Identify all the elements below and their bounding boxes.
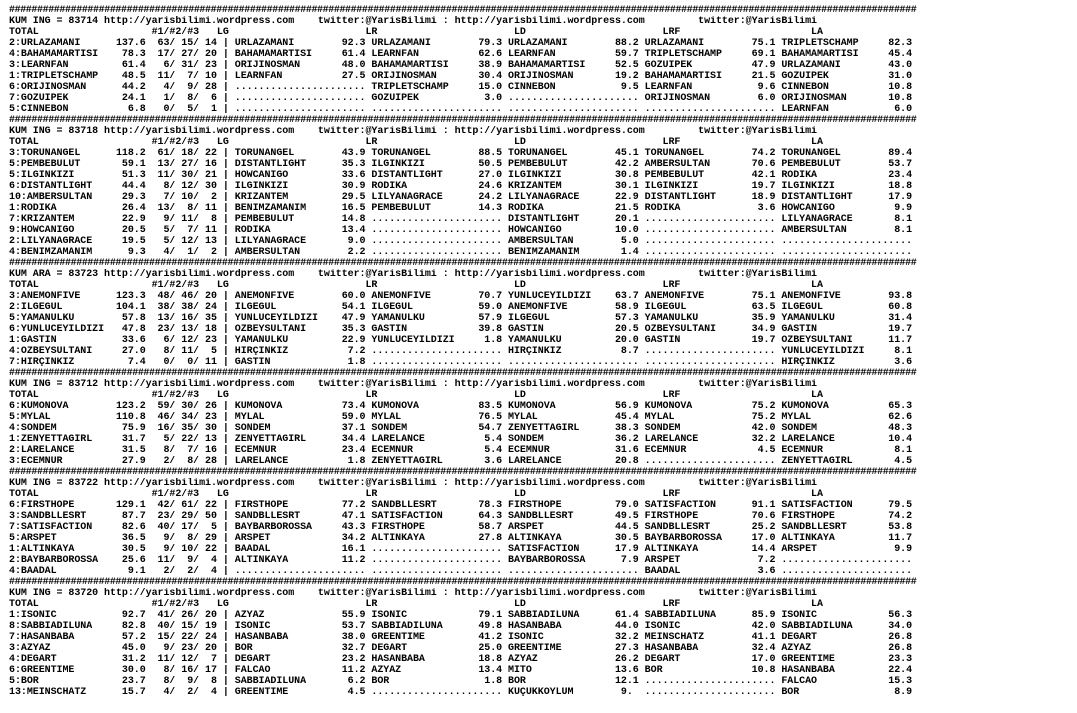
table-row: 13:MEINSCHATZ 15.7 4/ 2/ 4 | GREENTIME 4.5 ...................... KÜÇÜKKÖYLÜM 9. ...................... BOR 8.9 (9, 687, 913, 698)
table-row: 7:HASANBABA 57.2 15/ 22/ 24 | HASANBABA 38.0 GREENTIME 41.2 ISONIC 32.2 MEINSCHATZ 41.1 DEGART 26.8 (9, 632, 913, 643)
table-row: 3:TORUNANGEL 118.2 61/ 18/ 22 | TORUNANGEL 43.9 TORUNANGEL 88.5 TORUNANGEL 45.1 TORUNANGEL 74.2 TORUNANGEL 89.4 (9, 148, 913, 159)
table-row: 2:LARELANCE 31.5 8/ 7/ 16 | ECEMNUR 23.4 ECEMNUR 5.4 ECEMNUR 31.6 ECEMNUR 4.5 ECEMNUR 8.1 (9, 445, 913, 456)
table-row: 4:BAADAL 9.1 2/ 2/ 4 | ...................... ...................... ...................... BAADAL 3.6 ...................... (9, 566, 913, 577)
table-row: 2:URLAZAMANI 137.6 63/ 15/ 14 | URLAZAMANI 92.3 URLAZAMANI 79.3 URLAZAMANI 88.2 URLAZAMANI 75.1 TRIPLETSCHAMP 82.3 (9, 38, 913, 49)
race-header: KUM ING = 83714 http://yarisbilimi.wordpress.com twitter:@YarisBilimi : http://yarisbilimi.wordpress.com twitter:@YarisBilimi (9, 16, 817, 27)
table-row: 1:ALTINKAYA 30.5 9/ 10/ 22 | BAADAL 16.1 ...................... SATISFACTION 17.9 ALTINKAYA 14.4 ARSPET 9.9 (9, 544, 913, 555)
table-row: 3:ECEMNUR 27.9 2/ 8/ 28 | LARELANCE 1.8 ZENYETTAGIRL 3.6 LARELANCE 20.8 ...................... ZENYETTAGIRL 4.5 (9, 456, 913, 467)
table-row: 7:SATISFACTION 82.6 40/ 17/ 5 | BAYBARBOROSSA 43.3 FIRSTHOPE 58.7 ARSPET 44.5 SANDBLLESRT 25.2 SANDBLLESRT 53.8 (9, 522, 913, 533)
table-row: 3:SANDBLLESRT 87.7 23/ 29/ 50 | SANDBLLESRT 47.1 SATISFACTION 64.3 SANDBLLESRT 49.5 FIRSTHOPE 70.6 FIRSTHOPE 74.2 (9, 511, 913, 522)
table-row: 6:ORIJINOSMAN 44.2 4/ 9/ 28 | ...................... TRIPLETSCHAMP 15.0 CINNEBON 9.5 LEARNFAN 9.6 CINNEBON 10.8 (9, 82, 913, 93)
table-row: 3:LEARNFAN 61.4 6/ 31/ 23 | ORIJINOSMAN 48.0 BAHAMAMARTISI 38.9 BAHAMAMARTISI 52.5 GÖZÜIPEK 47.9 URLAZAMANI 43.0 (9, 60, 913, 71)
table-row: 1:GASTIN 33.6 6/ 12/ 23 | YAMANÜLKÜ 22.9 YÜNLÜCEYILDIZI 1.8 YAMANÜLKÜ 20.0 GASTIN 19.7 ÖZBEYSULTANI 11.7 (9, 335, 913, 346)
separator-line: ################################################################################################################################################################## (9, 5, 917, 16)
column-header: TOTAL #1/#2/#3 LG LR LD LRF LA (9, 280, 823, 291)
table-row: 1:RODIKA 26.4 13/ 8/ 11 | BENIMZAMANIM 16.5 PEMBEBULUT 14.3 RODIKA 21.5 RODIKA 3.6 HOWCANIGO 9.9 (9, 203, 913, 214)
table-row: 5:ARSPET 36.5 9/ 8/ 29 | ARSPET 34.2 ALTINKAYA 27.8 ALTINKAYA 30.5 BAYBARBOROSSA 17.0 ALTINKAYA 11.7 (9, 533, 913, 544)
race-header: KUM ING = 83712 http://yarisbilimi.wordpress.com twitter:@YarisBilimi : http://yarisbilimi.wordpress.com twitter:@YarisBilimi (9, 379, 817, 390)
table-row: 1:ZENYETTAGIRL 31.7 5/ 22/ 13 | ZENYETTAGIRL 34.4 LARELANCE 5.4 SONDEM 36.2 LARELANCE 32.2 LARELANCE 10.4 (9, 434, 913, 445)
table-row: 5:MYLAL 110.8 46/ 34/ 23 | MYLAL 59.0 MYLAL 76.5 MYLAL 45.4 MYLAL 75.2 MYLAL 62.6 (9, 412, 913, 423)
table-row: 4:SONDEM 75.9 16/ 35/ 30 | SONDEM 37.1 SONDEM 54.7 ZENYETTAGIRL 38.3 SONDEM 42.0 SONDEM 48.3 (9, 423, 913, 434)
race-header: KUM ING = 83722 http://yarisbilimi.wordpress.com twitter:@YarisBilimi : http://yarisbilimi.wordpress.com twitter:@YarisBilimi (9, 478, 817, 489)
table-row: 8:SABBIADILUNA 82.8 40/ 15/ 19 | ISONIC 53.7 SABBIADILUNA 49.8 HASANBABA 44.0 ISONIC 42.0 SABBIADILUNA 34.0 (9, 621, 913, 632)
table-row: 5:BOR 23.7 8/ 9/ 8 | SABBIADILUNA 6.2 BOR 1.8 BOR 12.1 ...................... FALCAO 15.3 (9, 676, 913, 687)
separator-line: ################################################################################################################################################################## (9, 368, 917, 379)
table-row: 2:ILGEGÜL 104.1 38/ 38/ 24 | ILGEGÜL 54.1 ILGEGÜL 59.0 ANEMONFIVE 58.9 ILGEGÜL 63.5 ILGEGÜL 60.8 (9, 302, 913, 313)
separator-line: ################################################################################################################################################################## (9, 258, 917, 269)
table-row: 5:YAMANÜLKÜ 57.8 13/ 16/ 35 | YÜNLÜCEYILDIZI 47.9 YAMANÜLKÜ 57.9 ILGEGÜL 57.3 YAMANÜLKÜ 35.9 YAMANÜLKÜ 31.4 (9, 313, 913, 324)
table-row: 2:BAYBARBOROSSA 25.6 11/ 9/ 4 | ALTINKAYA 11.2 ...................... BAYBARBOROSSA 7.9 ARSPET 7.2 ...................... (9, 555, 913, 566)
column-header: TOTAL #1/#2/#3 LG LR LD LRF LA (9, 27, 823, 38)
column-header: TOTAL #1/#2/#3 LG LR LD LRF LA (9, 137, 823, 148)
separator-line: ################################################################################################################################################################## (9, 467, 917, 478)
table-row: 10:AMBERSULTAN 29.3 7/ 10/ 2 | KRIZANTEM 29.5 LILYANAGRACE 24.2 LILYANAGRACE 22.9 DISTANTLIGHT 18.9 DISTANTLIGHT 17.9 (9, 192, 913, 203)
table-row: 4:DEGART 31.2 11/ 12/ 7 | DEGART 23.2 HASANBABA 18.8 AZYAZ 26.2 DEGART 17.0 GREENTIME 23.3 (9, 654, 913, 665)
table-row: 3:ANEMONFIVE 123.3 48/ 46/ 20 | ANEMONFIVE 60.0 ANEMONFIVE 70.7 YÜNLÜCEYILDIZI 63.7 ANEMONFIVE 75.1 ANEMONFIVE 93.8 (9, 291, 913, 302)
table-row: 9:HOWCANIGO 20.5 5/ 7/ 11 | RODIKA 13.4 ...................... HOWCANIGO 10.0 ...................... AMBERSULTAN 8.1 (9, 225, 913, 236)
column-header: TOTAL #1/#2/#3 LG LR LD LRF LA (9, 599, 823, 610)
table-row: 7:HIRÇINKIZ 7.4 0/ 0/ 11 | GASTIN 1.8 ...................... ...................... ...................... HIRÇINKIZ 3.6 (9, 357, 913, 368)
table-row: 5:ILGINKIZI 51.3 11/ 30/ 21 | HOWCANIGO 33.6 DISTANTLIGHT 27.0 ILGINKIZI 30.8 PEMBEBULUT 42.1 RODIKA 23.4 (9, 170, 913, 181)
table-row: 2:LILYANAGRACE 19.5 5/ 12/ 13 | LILYANAGRACE 9.0 ...................... AMBERSULTAN 5.0 ...................... ...................... (9, 236, 913, 247)
table-row: 4:BENIMZAMANIM 9.3 4/ 1/ 2 | AMBERSULTAN 2.2 ...................... BENIMZAMANIM 1.4 ...................... ...................... (9, 247, 913, 258)
table-row: 6:KUMONOVA 123.2 59/ 30/ 26 | KUMONOVA 73.4 KUMONOVA 83.5 KUMONOVA 56.9 KUMONOVA 75.2 KUMONOVA 65.3 (9, 401, 913, 412)
table-row: 5:CINNEBON 6.8 0/ 5/ 1 | ...................... ...................... ...................... ...................... LEARNFAN 6.0 (9, 104, 913, 115)
table-row: 5:PEMBEBULUT 59.1 13/ 27/ 16 | DISTANTLIGHT 35.3 ILGINKIZI 50.5 PEMBEBULUT 42.2 AMBERSULTAN 70.6 PEMBEBULUT 53.7 (9, 159, 913, 170)
race-header: KUM ARA = 83723 http://yarisbilimi.wordpress.com twitter:@YarisBilimi : http://yarisbilimi.wordpress.com twitter:@YarisBilimi (9, 269, 817, 280)
table-row: 6:YÜNLÜCEYILDIZI 47.8 23/ 13/ 18 | ÖZBEYSULTANI 35.3 GASTIN 39.8 GASTIN 20.5 ÖZBEYSULTANI 34.9 GASTIN 19.7 (9, 324, 913, 335)
column-header: TOTAL #1/#2/#3 LG LR LD LRF LA (9, 390, 823, 401)
table-row: 6:GREENTIME 30.0 8/ 16/ 17 | FALCAO 11.2 AZYAZ 13.4 MITO 13.6 BOR 10.8 HASANBABA 22.4 (9, 665, 913, 676)
table-row: 3:AZYAZ 45.0 9/ 23/ 20 | BOR 32.7 DEGART 25.0 GREENTIME 27.3 HASANBABA 32.4 AZYAZ 26.8 (9, 643, 913, 654)
separator-line: ################################################################################################################################################################## (9, 115, 917, 126)
column-header: TOTAL #1/#2/#3 LG LR LD LRF LA (9, 489, 823, 500)
table-row: 1:ISONIC 92.7 41/ 26/ 20 | AZYAZ 55.9 ISONIC 79.1 SABBIADILUNA 61.4 SABBIADILUNA 85.9 ISONIC 56.3 (9, 610, 913, 621)
race-header: KUM ING = 83720 http://yarisbilimi.wordpress.com twitter:@YarisBilimi : http://yarisbilimi.wordpress.com twitter:@YarisBilimi (9, 588, 817, 599)
table-row: 7:KRIZANTEM 22.9 9/ 11/ 8 | PEMBEBULUT 14.8 ...................... DISTANTLIGHT 20.1 ...................... LILYANAGRACE 8.1 (9, 214, 913, 225)
table-row: 1:TRIPLETSCHAMP 48.5 11/ 7/ 10 | LEARNFAN 27.5 ORIJINOSMAN 30.4 ORIJINOSMAN 19.2 BAHAMAMARTISI 21.5 GÖZÜIPEK 31.0 (9, 71, 913, 82)
table-row: 7:GÖZÜIPEK 24.1 1/ 8/ 6 | ...................... GÖZÜIPEK 3.0 ...................... ORIJINOSMAN 6.0 ORIJINOSMAN 10.8 (9, 93, 913, 104)
race-header: KUM ING = 83718 http://yarisbilimi.wordpress.com twitter:@YarisBilimi : http://yarisbilimi.wordpress.com twitter:@YarisBilimi (9, 126, 817, 137)
table-row: 6:FIRSTHOPE 129.1 42/ 61/ 22 | FIRSTHOPE 77.2 SANDBLLESRT 78.3 FIRSTHOPE 79.0 SATISFACTION 91.1 SATISFACTION 79.5 (9, 500, 913, 511)
table-row: 4:BAHAMAMARTISI 78.3 17/ 27/ 20 | BAHAMAMARTISI 61.4 LEARNFAN 62.6 LEARNFAN 59.7 TRIPLETSCHAMP 69.1 BAHAMAMARTISI 45.4 (9, 49, 913, 60)
table-row: 6:DISTANTLIGHT 44.4 8/ 12/ 30 | ILGINKIZI 30.9 RODIKA 24.6 KRIZANTEM 30.1 ILGINKIZI 19.7 ILGINKIZI 18.8 (9, 181, 913, 192)
table-row: 4:ÖZBEYSULTANI 27.0 8/ 11/ 5 | HIRÇINKIZ 7.2 ...................... HIRÇINKIZ 8.7 ...................... YÜNLÜCEYILDIZI 8.1 (9, 346, 913, 357)
separator-line: ################################################################################################################################################################## (9, 577, 917, 588)
